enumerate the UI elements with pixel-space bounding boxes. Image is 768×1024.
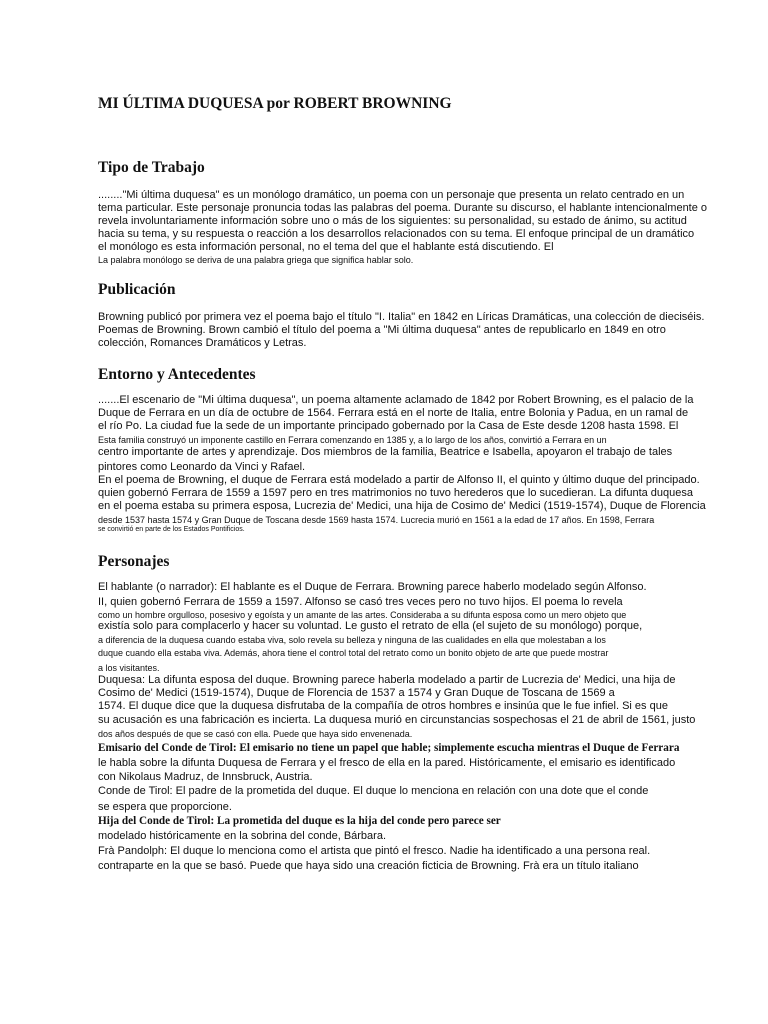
paragraph-line: hacia su tema, y su respuesta o reacción a los desarrollos relacionados con su tema. El enfoque principal de un dramático: [98, 228, 695, 240]
paragraph-line: II, quien gobernó Ferrara de 1559 a 1597. Alfonso se casó tres veces pero no tuvo hijos. El poema lo revela: [98, 596, 623, 608]
paragraph-line: le habla sobre la difunta Duquesa de Ferrara y el fresco de ella en la pared. Históricamente, el emisario es identificado: [98, 757, 676, 769]
paragraph-line: En el poema de Browning, el duque de Ferrara está modelado a partir de Alfonso II, el quinto y último duque del principado.: [98, 474, 700, 486]
paragraph-line: dos años después de que se casó con ella. Puede que haya sido envenenada.: [98, 729, 413, 739]
paragraph-line: como un hombre orgulloso, posesivo y egoísta y un amante de las artes. Consideraba a su difunta esposa como un mero objeto que: [98, 610, 627, 620]
paragraph-line: tema particular. Este personaje pronuncia todas las palabras del poema. Durante su discurso, el hablante intencionalmente o: [98, 202, 708, 214]
paragraph-line: modelado históricamente en la sobrina del conde, Bárbara.: [98, 830, 387, 842]
paragraph-line: Conde de Tirol: El padre de la prometida del duque. El duque lo menciona en relación con una dote que el conde: [98, 785, 649, 797]
paragraph-line: .......El escenario de "Mi última duquesa", un poema altamente aclamado de 1842 por Robert Browning, es el palacio de la: [98, 394, 694, 406]
paragraph-line: Duque de Ferrara en un día de octubre de 1564. Ferrara está en el norte de Italia, entre Bolonia y Padua, en un ramal de: [98, 407, 689, 419]
paragraph-line: ........"Mi última duquesa" es un monólogo dramático, un poema con un personaje que presenta un relato centrado en un: [98, 189, 685, 201]
paragraph-line: El hablante (o narrador): El hablante es el Duque de Ferrara. Browning parece haberlo modelado según Alfonso.: [98, 581, 647, 593]
paragraph-line: revela involuntariamente información sobre uno o más de los siguientes: su personalidad, su estado de ánimo, su actitud: [98, 215, 687, 227]
paragraph-line: desde 1537 hasta 1574 y Gran Duque de Toscana desde 1569 hasta 1574. Lucrecia murió en 1561 a la edad de 17 años. En 1598, Ferrara: [98, 515, 655, 525]
paragraph-line: pintores como Leonardo da Vinci y Rafael.: [98, 461, 306, 473]
paragraph-line: quien gobernó Ferrara de 1559 a 1597 pero en tres matrimonios no tuvo herederos que lo sucedieran. La difunta duquesa: [98, 487, 694, 499]
paragraph-line: Browning publicó por primera vez el poema bajo el título "I. Italia" en 1842 en Líricas Dramáticas, una colección de dieciséis.: [98, 311, 705, 323]
paragraph-line: el río Po. La ciudad fue la sede de un importante principado gobernado por la Casa de Este desde 1208 hasta 1598. El: [98, 420, 679, 432]
paragraph-line: La palabra monólogo se deriva de una palabra griega que significa hablar solo.: [98, 255, 414, 265]
paragraph-line: Cosimo de' Medici (1519-1574), Duque de Florencia de 1537 a 1574 y Gran Duque de Toscana de 1569 a: [98, 687, 615, 699]
paragraph-line: contraparte en la que se basó. Puede que haya sido una creación ficticia de Browning. Frà era un título italiano: [98, 860, 639, 872]
paragraph-line: con Nikolaus Madruz, de Innsbruck, Austria.: [98, 771, 313, 783]
paragraph-line: a los visitantes.: [98, 663, 160, 673]
paragraph-line: 1574. El duque dice que la duquesa disfrutaba de la compañía de otros hombres e insinúa que le fue infiel. Si es que: [98, 700, 668, 712]
paragraph-line: Duquesa: La difunta esposa del duque. Browning parece haberla modelado a partir de Lucrezia de' Medici, una hija de: [98, 674, 676, 686]
document-title: MI ÚLTIMA DUQUESA por ROBERT BROWNING: [98, 95, 452, 112]
paragraph-line: colección, Romances Dramáticos y Letras.: [98, 337, 307, 349]
paragraph-line: Esta familia construyó un imponente castillo en Ferrara comenzando en 1385 y, a lo largo de los años, convirtió a Ferrara en un: [98, 435, 607, 445]
paragraph-line: Frà Pandolph: El duque lo menciona como el artista que pintó el fresco. Nadie ha identificado a una persona real.: [98, 845, 651, 857]
section-heading-entorno: Entorno y Antecedentes: [98, 366, 256, 383]
paragraph-line: Hija del Conde de Tirol: La prometida del duque es la hija del conde pero parece ser: [98, 815, 501, 827]
paragraph-line: centro importante de artes y aprendizaje. Dos miembros de la familia, Beatrice e Isabella, apoyaron el trabajo de tales: [98, 446, 673, 458]
paragraph-line: duque cuando ella estaba viva. Además, ahora tiene el control total del retrato como un bonito objeto de arte que puede mostrar: [98, 648, 609, 658]
section-heading-personajes: Personajes: [98, 553, 170, 570]
paragraph-line: en el poema estaba su primera esposa, Lucrezia de' Medici, una hija de Cosimo de' Medici (1519-1574), Duque de Florencia: [98, 500, 706, 512]
paragraph-line: a diferencia de la duquesa cuando estaba viva, solo revela su belleza y ninguna de las cualidades en ella que molestaban a los: [98, 635, 606, 645]
section-heading-publicacion: Publicación: [98, 281, 176, 298]
paragraph-line: Poemas de Browning. Brown cambió el título del poema a "Mi última duquesa" antes de republicarlo en 1849 en otro: [98, 324, 666, 336]
paragraph-line: existía solo para complacerlo y hacer su voluntad. Le gusto el retrato de ella (el sujeto de su monólogo) porque,: [98, 620, 643, 632]
paragraph-line: Emisario del Conde de Tirol: El emisario no tiene un papel que hable; simplemente escucha mientras el Duque de Ferrara: [98, 742, 680, 754]
paragraph-line: se espera que proporcione.: [98, 801, 232, 813]
paragraph-line: se convirtió en parte de los Estados Pontificios.: [98, 526, 245, 533]
section-heading-tipo: Tipo de Trabajo: [98, 159, 205, 176]
paragraph-line: el monólogo es esta información personal, no el tema del que el hablante está discutiendo. El: [98, 241, 554, 253]
paragraph-line: su acusación es una fabricación es incierta. La duquesa murió en circunstancias sospechosas el 21 de abril de 1561, justo: [98, 714, 696, 726]
